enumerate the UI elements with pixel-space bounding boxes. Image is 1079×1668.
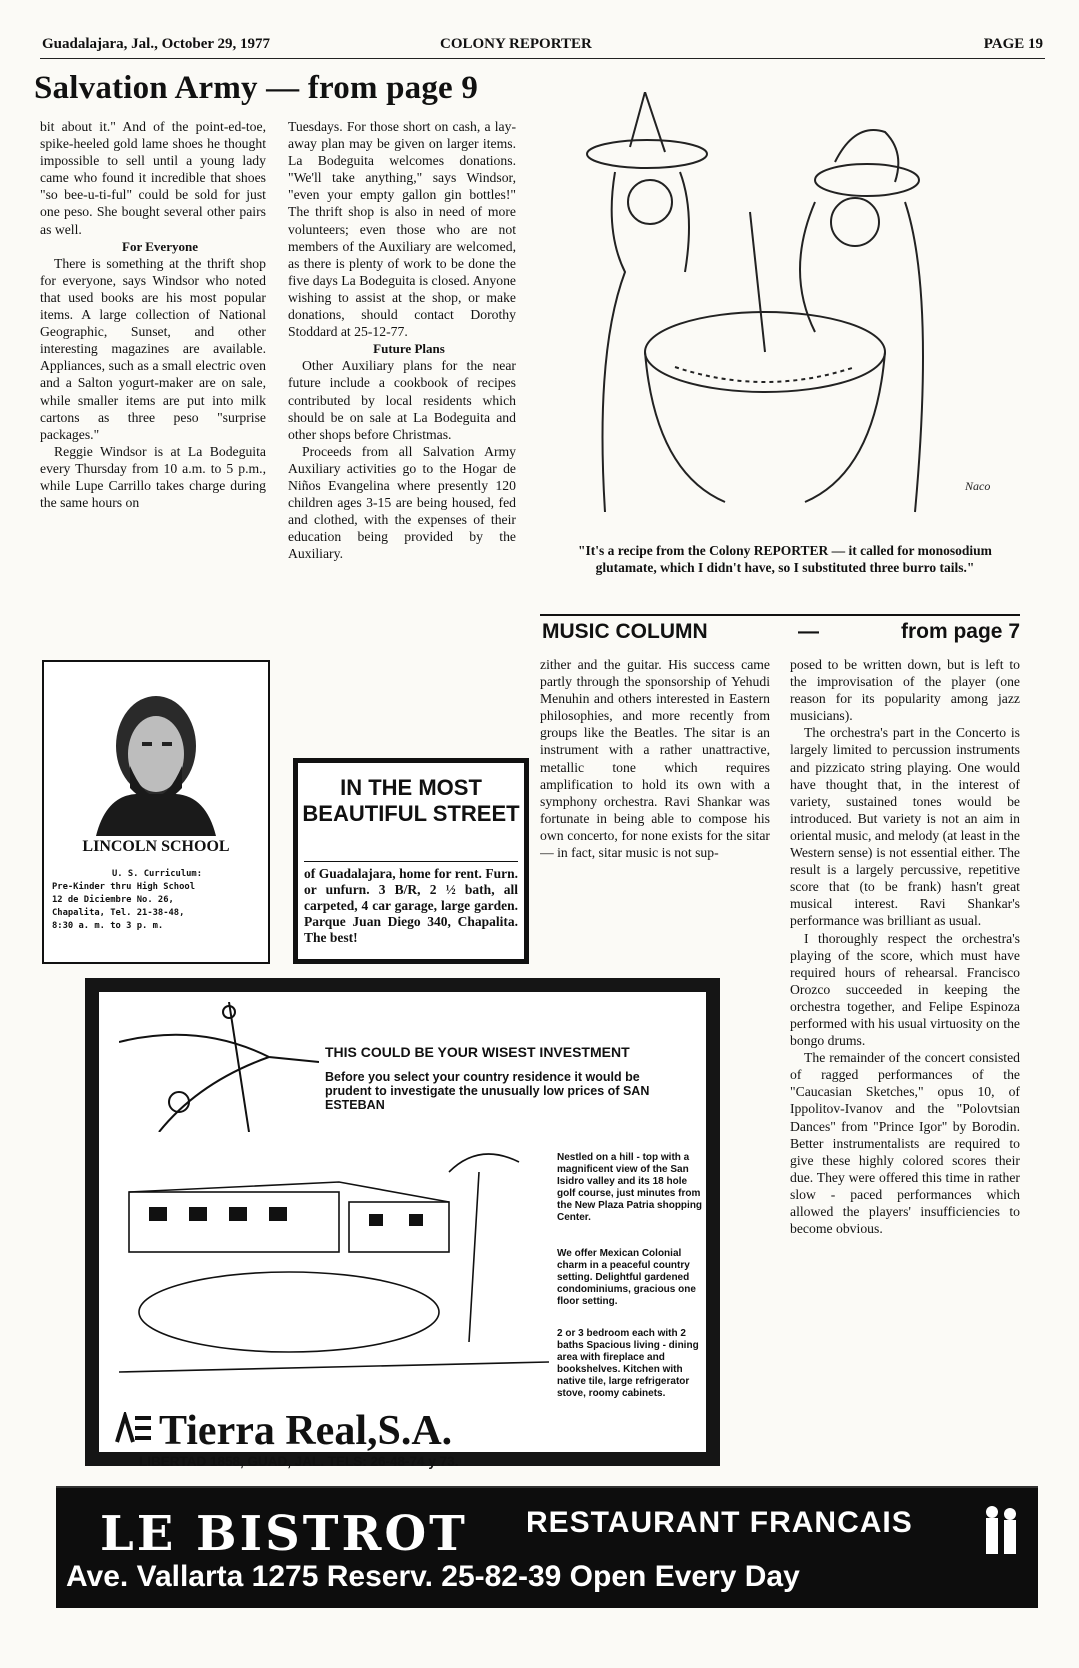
paragraph: Tuesdays. For those short on cash, a lay-away plan may be given on larger items. La Bodeguita welcomes donations. "We'll take anything," says Windsor, "even your empty gallon gin bottles!" The thrift shop is also in need of more volunteers; even those who are not members of the Auxiliary are welcomed, as there is plenty of work to be done the five days La Bodeguita is closed. Anyone wishing to assist at the shop, or make donations, should contact Dorothy Stoddard at 25-12-77. xyxy=(288,119,516,340)
school-phone: Chapalita, Tel. 21-38-48, xyxy=(52,908,185,918)
music-column-headline xyxy=(540,614,1020,652)
tierra-real-logo-icon xyxy=(115,1412,153,1446)
figure-logo-icon xyxy=(976,1502,1026,1562)
paragraph: zither and the guitar. His success came partly through the sponsorship of Yehudi Menuhin and others interested in Eastern philosophies, and more recently from groups like the Beatles. The sitar is an instrument with a rather unattractive, metallic tone which requires amplification to hold its own with a symphony orchestra. Ravi Shankar was fortunate in being able to compose his own concerto, for none exists for the sitar— in fact, sitar music is not sup- xyxy=(540,657,770,861)
lincoln-portrait-image xyxy=(86,676,226,836)
ad-address: LIBERTAD 1858, GUAD, JAL. TELS: 26-48-74 y 73. xyxy=(139,1454,459,1469)
article-headline: Salvation Army — from page 9 xyxy=(34,70,479,106)
school-grades: Pre-Kinder thru High School xyxy=(52,882,195,892)
paragraph: There is something at the thrift shop for everyone, says Windsor who noted that used books are his most popular items. A large collection of National Geographic, Sunset, and other interesting magazines are available. Appliances, such as a small electric oven and a Salton yogurt-maker are on sale, while smaller items are put into milk cartons as three peso "surprise packages." xyxy=(40,255,266,442)
music-column-2 xyxy=(790,656,1020,1474)
school-info xyxy=(52,868,262,933)
restaurant-address: Ave. Vallarta 1275 Reserv. 25-82-39 Open Every Day xyxy=(66,1560,800,1593)
rental-ad-title: IN THE MOST BEAUTIFUL STREET xyxy=(302,775,520,826)
ad-headline: THIS COULD BE YOUR WISEST INVESTMENT xyxy=(325,1044,630,1060)
paragraph: Proceeds from all Salvation Army Auxiliary activities go to the Hogar de Niños Evangelina where presently 120 children ages 3-15 are being housed, fed and clothed, with the expenses of their education being provided by the Auxiliary. xyxy=(288,443,516,562)
article-column-2 xyxy=(288,118,516,738)
cartoon-caption: "It's a recipe from the Colony REPORTER — it called for monosodium glutamate, which I didn't have, so I substituted three burro tails." xyxy=(578,543,992,575)
school-name: LINCOLN SCHOOL xyxy=(82,838,230,855)
tierra-real-ad xyxy=(85,978,720,1469)
paragraph: posed to be written down, but is left to the improvisation of the player (one reason for its popularity among jazz musicians). xyxy=(790,657,1020,724)
paragraph: Other Auxiliary plans for the near future include a cookbook of recipes contributed by local residents which should be on sale at La Bodeguita and other shops before Christmas. xyxy=(288,358,516,442)
music-column-continued: from page 7 xyxy=(900,620,1020,643)
rental-ad xyxy=(293,758,529,964)
paragraph: Reggie Windsor is at La Bodeguita every Thursday from 10 a.m. to 5 p.m., while Lupe Carrillo takes charge during the same hours on xyxy=(40,443,266,511)
music-column-dash: — xyxy=(798,620,819,643)
school-hours: 8:30 a. m. to 3 p. m. xyxy=(52,921,164,931)
school-address: 12 de Diciembre No. 26, xyxy=(52,895,174,905)
paragraph: bit about it." And of the point-ed-toe, spike-heeled gold lame shoes he thought impossible to sell until a young lady came who found it incredible that shoes "so bee-u-ti-ful" could be sold for just one peso. She bought several other pairs as well. xyxy=(40,119,266,237)
ad-feature-charm: We offer Mexican Colonial charm in a peaceful country setting. Delightful gardened condominiums, gracious one floor setting. xyxy=(557,1248,696,1307)
newspaper-name: COLONY REPORTER xyxy=(440,36,592,52)
subheading: For Everyone xyxy=(122,238,198,254)
lincoln-school-ad xyxy=(42,660,270,964)
music-column-title: MUSIC COLUMN xyxy=(542,620,708,643)
page-number: PAGE 19 xyxy=(983,36,1043,52)
le-bistrot-ad xyxy=(56,1486,1038,1608)
paragraph: The remainder of the concert consisted of ragged performances of the "Caucasian Sketches," opus 10, of Ippolitov-Ivanov and the "Polovtsian Dances" from "Prince Igor" by Borodin. Better instrumentalists are required to give these highly colored scores their due. They were offered this time in rather slow - paced performances which allowed the players' insufficiencies to become obvious. xyxy=(790,1050,1020,1237)
ad-feature-location: Nestled on a hill - top with a magnificent view of the San Isidro valley and its 18 hole golf course, just minutes from the New Plaza Patria shopping Center. xyxy=(557,1152,703,1223)
page-header xyxy=(40,34,1045,59)
article-column-1 xyxy=(40,118,266,638)
condominium-illustration xyxy=(119,1142,549,1392)
restaurant-tagline: RESTAURANT FRANCAIS xyxy=(526,1506,913,1539)
restaurant-name: LE BISTROT xyxy=(100,1506,468,1562)
school-curriculum: U. S. Curriculum: xyxy=(111,869,203,879)
paragraph: I thoroughly respect the orchestra's playing of the score, which must have required hours of rehearsal. Francisco Orozco succeeded in keeping the orchestra together, and Felipe Espinoza performed with his usual virtuosity on the bongo drums. xyxy=(790,930,1020,1049)
ad-brand: Tierra Real,S.A. xyxy=(159,1408,453,1454)
paragraph: The orchestra's part in the Concerto is largely limited to percussion instruments and pizzicato string playing. One would have thought that, in the interest of variety, sustained tones would be introduced. But variety is not an aim in oriental music, and melody (at least in the Western sense) is not essential either. The result is a largely percussive, repetitive score that (to be frank) hasn't great musical interest. Ravi Shankar's performance was brilliant as usual. xyxy=(790,725,1020,929)
ad-feature-rooms: 2 or 3 bedroom each with 2 baths Spacious living - dining area with fireplace and bookshelves. Kitchen with native tile, large refrigerator stove, roomy cabinets. xyxy=(557,1328,699,1399)
tierra-real-ad-panel xyxy=(99,992,706,1469)
subheading: Future Plans xyxy=(373,341,445,357)
ad-intro: Before you select your country residence it would be prudent to investigate the unusually low prices of SAN ESTEBAN xyxy=(325,1070,650,1112)
cartoon-illustration xyxy=(585,92,1025,532)
location-map-icon xyxy=(119,1002,319,1132)
dateline: Guadalajara, Jal., October 29, 1977 xyxy=(42,36,271,52)
rental-ad-body: of Guadalajara, home for rent. Furn. or unfurn. 3 B/R, 2 ½ bath, all carpeted, 4 car garage, large garden. Parque Juan Diego 340, Chapalita. The best! xyxy=(304,861,518,946)
music-column-1 xyxy=(540,656,770,956)
cartoon-signature: Naco xyxy=(965,479,991,493)
